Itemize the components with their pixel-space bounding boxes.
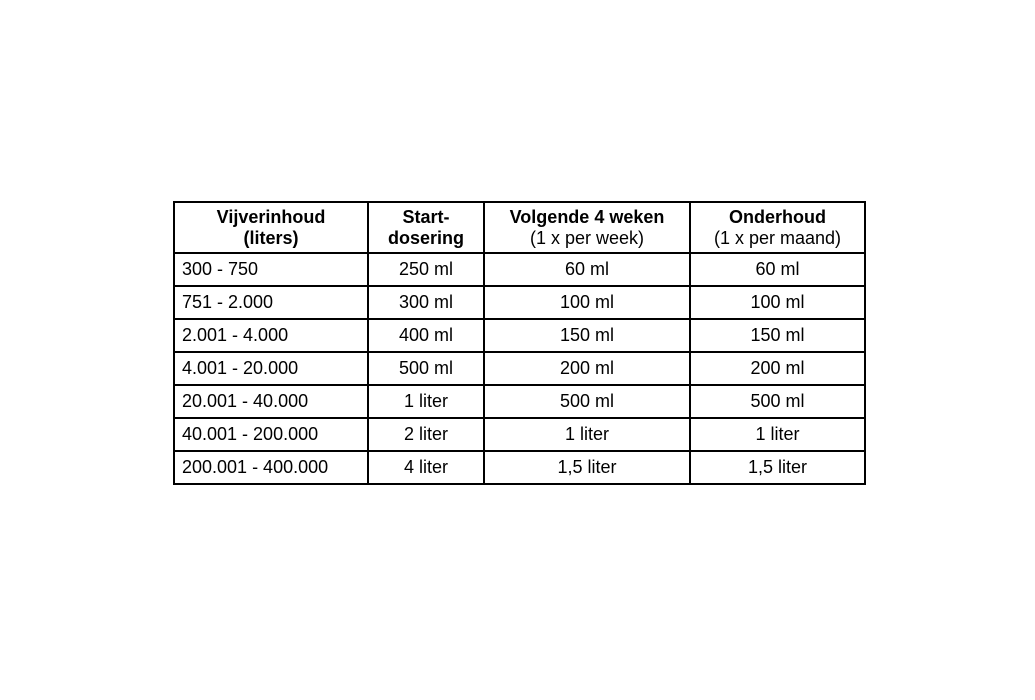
cell-pond-volume: 4.001 - 20.000	[174, 352, 368, 385]
table-row	[174, 451, 865, 484]
header-next-4-weeks-frequency: (1 x per week)	[529, 227, 645, 248]
cell-next-4-weeks: 1,5 liter	[484, 451, 690, 484]
cell-maintenance: 500 ml	[690, 385, 865, 418]
cell-maintenance: 100 ml	[690, 286, 865, 319]
cell-pond-volume: 20.001 - 40.000	[174, 385, 368, 418]
cell-next-4-weeks: 150 ml	[484, 319, 690, 352]
cell-start-dose: 400 ml	[368, 319, 484, 352]
header-pond-volume	[174, 202, 368, 253]
cell-start-dose: 300 ml	[368, 286, 484, 319]
cell-next-4-weeks: 200 ml	[484, 352, 690, 385]
cell-start-dose: 1 liter	[368, 385, 484, 418]
header-maintenance	[690, 202, 865, 253]
table-body	[174, 253, 865, 484]
cell-start-dose: 4 liter	[368, 451, 484, 484]
header-next-4-weeks	[484, 202, 690, 253]
cell-next-4-weeks: 1 liter	[484, 418, 690, 451]
cell-pond-volume: 200.001 - 400.000	[174, 451, 368, 484]
header-maintenance-title: Onderhoud	[729, 206, 826, 227]
table-row	[174, 352, 865, 385]
cell-pond-volume: 40.001 - 200.000	[174, 418, 368, 451]
cell-next-4-weeks: 100 ml	[484, 286, 690, 319]
table-row	[174, 253, 865, 286]
cell-pond-volume: 2.001 - 4.000	[174, 319, 368, 352]
table-header-row	[174, 202, 865, 253]
cell-start-dose: 2 liter	[368, 418, 484, 451]
cell-maintenance: 150 ml	[690, 319, 865, 352]
header-start-dose-line2: dosering	[387, 227, 464, 248]
cell-next-4-weeks: 60 ml	[484, 253, 690, 286]
cell-maintenance: 1 liter	[690, 418, 865, 451]
cell-pond-volume: 300 - 750	[174, 253, 368, 286]
cell-maintenance: 200 ml	[690, 352, 865, 385]
table-row	[174, 286, 865, 319]
cell-maintenance: 60 ml	[690, 253, 865, 286]
cell-next-4-weeks: 500 ml	[484, 385, 690, 418]
table-row	[174, 385, 865, 418]
header-pond-volume-unit: (liters)	[243, 227, 299, 248]
cell-pond-volume: 751 - 2.000	[174, 286, 368, 319]
header-start-dose-line1: Start-	[402, 206, 450, 227]
cell-start-dose: 250 ml	[368, 253, 484, 286]
header-maintenance-frequency: (1 x per maand)	[713, 227, 842, 248]
cell-maintenance: 1,5 liter	[690, 451, 865, 484]
cell-start-dose: 500 ml	[368, 352, 484, 385]
header-pond-volume-title: Vijverinhoud	[216, 206, 326, 227]
header-start-dose	[368, 202, 484, 253]
header-next-4-weeks-title: Volgende 4 weken	[509, 206, 665, 227]
table-row	[174, 319, 865, 352]
dosage-table	[173, 201, 866, 485]
table-row	[174, 418, 865, 451]
